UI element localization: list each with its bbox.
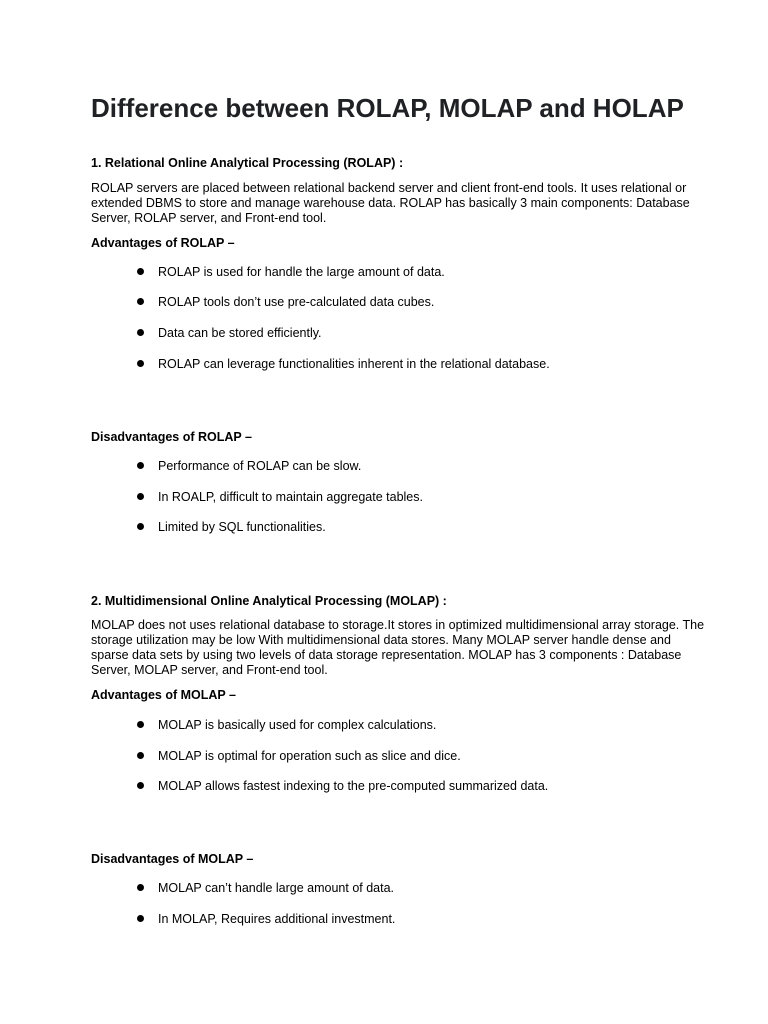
- list-item: [158, 717, 698, 733]
- list-item: [158, 519, 698, 535]
- list-item-text: ROLAP tools don’t use pre-calculated data cubes.: [158, 295, 435, 309]
- list-item: [158, 911, 698, 927]
- bullet-icon: [137, 915, 144, 922]
- bullet-icon: [137, 752, 144, 759]
- list-item: [158, 748, 698, 764]
- list-item: [158, 294, 698, 310]
- bullet-icon: [137, 329, 144, 336]
- bullet-icon: [137, 884, 144, 891]
- bullet-icon: [137, 721, 144, 728]
- bullet-icon: [137, 462, 144, 469]
- list-item-text: Limited by SQL functionalities.: [158, 520, 326, 534]
- bullet-icon: [137, 268, 144, 275]
- list-item-text: ROLAP can leverage functionalities inherent in the relational database.: [158, 357, 550, 371]
- list-item: [158, 325, 698, 341]
- list-item: [158, 778, 698, 794]
- rolap-disadvantages-title: Disadvantages of ROLAP –: [91, 430, 252, 444]
- list-item: [158, 458, 698, 474]
- molap-disadvantages-title: Disadvantages of MOLAP –: [91, 852, 254, 866]
- list-item: [158, 264, 698, 280]
- list-item-text: MOLAP is basically used for complex calculations.: [158, 718, 437, 732]
- rolap-description: ROLAP servers are placed between relational backend server and client front-end tools. It uses relational or extended DBMS to store and manage warehouse data. ROLAP has basically 3 main components: Database Server, ROLAP server, and Front-end tool.: [91, 181, 690, 225]
- molap-heading: 2. Multidimensional Online Analytical Processing (MOLAP) :: [91, 594, 447, 608]
- list-item-text: In MOLAP, Requires additional investment.: [158, 912, 396, 926]
- list-item-text: Performance of ROLAP can be slow.: [158, 459, 362, 473]
- list-item-text: MOLAP is optimal for operation such as slice and dice.: [158, 749, 461, 763]
- list-item-text: ROLAP is used for handle the large amount of data.: [158, 265, 445, 279]
- molap-description: MOLAP does not uses relational database to storage.It stores in optimized multidimensional array storage. The storage utilization may be low With multidimensional data stores. Many MOLAP server handle dense and sparse data sets by using two levels of data storage representation. MOLAP has 3 components : Database Server, MOLAP server, and Front-end tool.: [91, 618, 705, 677]
- bullet-icon: [137, 782, 144, 789]
- list-item-text: MOLAP allows fastest indexing to the pre-computed summarized data.: [158, 779, 549, 793]
- bullet-icon: [137, 523, 144, 530]
- molap-advantages-title: Advantages of MOLAP –: [91, 688, 236, 702]
- bullet-icon: [137, 298, 144, 305]
- bullet-icon: [137, 360, 144, 367]
- list-item: [158, 356, 698, 372]
- page-title: Difference between ROLAP, MOLAP and HOLAP: [91, 93, 684, 123]
- list-item-text: MOLAP can’t handle large amount of data.: [158, 881, 395, 895]
- list-item-text: In ROALP, difficult to maintain aggregate tables.: [158, 490, 423, 504]
- list-item: [158, 489, 698, 505]
- rolap-advantages-title: Advantages of ROLAP –: [91, 236, 235, 250]
- rolap-heading: 1. Relational Online Analytical Processing (ROLAP) :: [91, 156, 404, 170]
- list-item-text: Data can be stored efficiently.: [158, 326, 322, 340]
- bullet-icon: [137, 493, 144, 500]
- list-item: [158, 880, 698, 896]
